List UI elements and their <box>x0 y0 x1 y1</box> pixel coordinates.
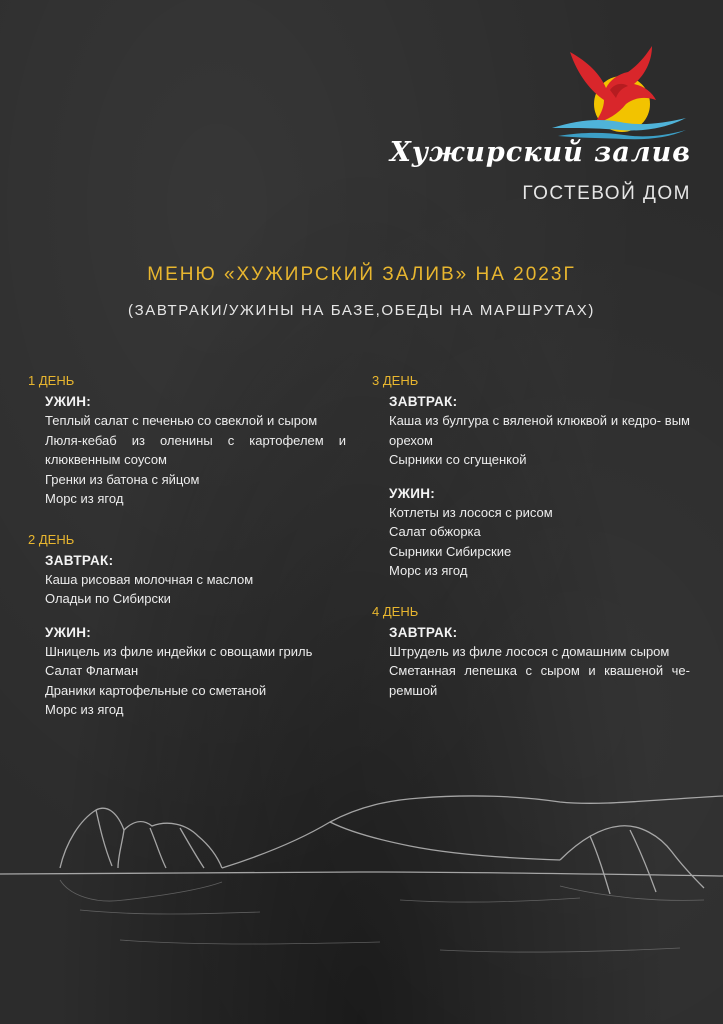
dish-item: Сырники Сибирские <box>389 543 512 559</box>
brand-subtitle: ГОСТЕВОЙ ДОМ <box>522 183 691 204</box>
meal-title: ЗАВТРАК: <box>45 552 114 568</box>
dish-item: Гренки из батона с яйцом <box>45 471 200 487</box>
menu-column-left <box>28 372 346 742</box>
dish-item: Котлеты из лосося с рисом <box>389 504 553 520</box>
meal-title: УЖИН: <box>389 485 436 501</box>
meal-title: ЗАВТРАК: <box>389 624 458 640</box>
day-label: 3 ДЕНЬ <box>372 373 419 388</box>
dish-item: Оладьи по Сибирски <box>45 591 171 606</box>
day-3 <box>372 372 690 581</box>
dish-item: Драники картофельные со сметаной <box>45 682 267 698</box>
dish-item: Сырники со сгущенкой <box>389 452 527 467</box>
lake-landscape-illustration <box>0 770 723 1024</box>
dish-item: Салат Флагман <box>45 663 139 678</box>
menu-column-right <box>372 372 690 722</box>
brand-name: Хужирский залив <box>389 137 691 168</box>
eagle-sun-logo-icon <box>548 44 690 140</box>
day-1 <box>28 372 346 509</box>
dish-item: Теплый салат с печенью со свеклой и сыром <box>45 413 318 428</box>
dish-item: Каша рисовая молочная с маслом <box>45 571 254 587</box>
meal-dinner <box>45 393 346 509</box>
dish-item: Морс из ягод <box>45 702 124 717</box>
menu-subtitle: (ЗАВТРАКИ/УЖИНЫ НА БАЗЕ,ОБЕДЫ НА МАРШРУТАХ) <box>128 302 595 319</box>
meal-title: УЖИН: <box>45 624 92 640</box>
day-2 <box>28 531 346 720</box>
dish-item: Штрудель из филе лосося с домашним сыром <box>389 643 670 659</box>
dish-item: Каша из булгура с вяленой клюквой и кедро- вым орехом <box>389 413 690 448</box>
day-label: 4 ДЕНЬ <box>372 603 419 619</box>
dish-item: Люля-кебаб из оленины с картофелем и клюквенным соусом <box>45 432 346 467</box>
dish-item: Морс из ягод <box>45 491 124 506</box>
dish-item: Морс из ягод <box>389 563 468 578</box>
meal-breakfast <box>389 624 690 701</box>
meal-breakfast <box>389 393 690 470</box>
meal-dinner <box>45 624 346 720</box>
dish-item: Шницель из филе индейки с овощами гриль <box>45 643 313 659</box>
meal-title: УЖИН: <box>45 394 92 409</box>
day-4 <box>372 603 690 701</box>
menu-title: МЕНЮ «ХУЖИРСКИЙ ЗАЛИВ» НА 2023Г <box>147 264 576 285</box>
meal-title: ЗАВТРАК: <box>389 394 458 409</box>
day-label: 1 ДЕНЬ <box>28 373 75 388</box>
dish-item: Сметанная лепешка с сыром и квашеной че- ремшой <box>389 663 690 698</box>
meal-dinner <box>389 485 690 581</box>
dish-item: Салат обжорка <box>389 524 481 539</box>
meal-breakfast <box>45 552 346 609</box>
day-label: 2 ДЕНЬ <box>28 531 75 547</box>
